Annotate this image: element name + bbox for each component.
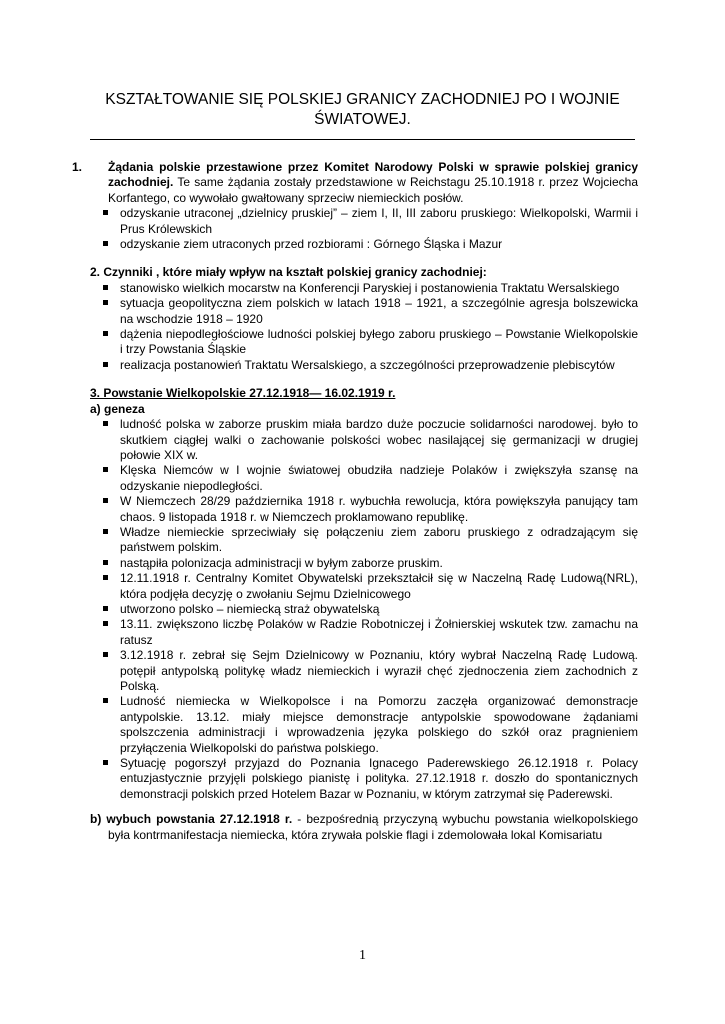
bullet-icon (103, 467, 108, 472)
list-item (90, 525, 638, 556)
bullet-icon (103, 560, 108, 565)
list-item (90, 648, 638, 694)
list-item-text: Klęska Niemców w I wojnie światowej obudziła nadzieje Polaków i zwiększyła szansę na odzyskanie niepodległości. (120, 463, 638, 493)
list-item-text: realizacja postanowień Traktatu Wersalskiego, a szczególności przeprowadzenie plebiscytów (120, 357, 615, 372)
list-item-text: utworzono polsko – niemiecką straż obywatelską (120, 601, 380, 616)
section-3-subheading-b (90, 812, 638, 843)
bullet-icon (103, 606, 108, 611)
list-item (90, 694, 638, 756)
document-title (90, 90, 635, 130)
list-item-text: ludność polska w zaborze pruskim miała bardzo duże poczucie solidarności narodowej. było to skutkiem ciągłej walki o zachowanie polskości wobec nasilającej się germanizacji w drugiej połowie XIX w. (120, 417, 638, 462)
bullet-icon (103, 760, 108, 765)
document-body (72, 160, 639, 843)
section-1-text: Te same żądania zostały przedstawione w Reichstagu 25.10.1918 r. przez Wojciecha Korfantego, co wywołało gwałtowany sprzeciw niemieckich posłów. (108, 175, 638, 205)
list-item (90, 571, 638, 602)
section-2-list (90, 281, 638, 373)
section-3-list (90, 417, 638, 802)
title-line-2: ŚWIATOWEJ. (314, 111, 411, 128)
list-item-text: sytuacja geopolityczna ziem polskich w latach 1918 – 1921, a szczególnie agresja bolszewicka na wschodzie 1918 – 1920 (120, 296, 638, 326)
list-item (90, 617, 638, 648)
section-1-number: 1. (72, 160, 83, 174)
list-item (90, 206, 638, 237)
bullet-icon (103, 300, 108, 305)
list-item-text: odzyskanie utraconej „dzielnicy pruskiej” – ziem I, II, III zaboru pruskiego: Wielkopolski, Warmii i Prus Królewskich (120, 206, 638, 236)
section-1-list (90, 206, 638, 252)
section-1-heading (72, 160, 638, 206)
list-item (90, 463, 638, 494)
list-item-text: W Niemczech 28/29 października 1918 r. wybuchła rewolucja, która powiększyła panujący tam chaos. 9 listopada 1918 r. w Niemczech proklamowano republikę. (120, 494, 638, 524)
bullet-icon (103, 652, 108, 657)
bullet-icon (103, 529, 108, 534)
list-item-text: Władze niemieckie sprzeciwiały się połączeniu ziem zaboru pruskiego z odradzającym się państwem polskim. (120, 524, 638, 555)
list-item-text: Sytuację pogorszył przyjazd do Poznania Ignacego Paderewskiego 26.12.1918 r. Polacy entuzjastycznie przyjęli polskiego pianistę i polityka. 27.12.1918 r. doszło do spontanicznych demonstracji polskich przed Hotelem Bazar w Poznaniu, w którym zatrzymał się Paderewski. (120, 756, 638, 801)
section-3-heading: 3. Powstanie Wielkopolskie 27.12.1918— 16.02.1919 r. (90, 386, 396, 401)
list-item-text: stanowisko wielkich mocarstw na Konferencji Paryskiej i postanowienia Traktatu Wersalskiego (120, 280, 620, 295)
section-1-title: Żądania polskie przestawione przez Komitet Narodowy Polski w sprawie polskiej granicy zachodniej. (108, 160, 638, 190)
list-item-text: nastąpiła polonizacja administracji w byłym zaborze pruskim. (120, 555, 443, 570)
list-item (90, 327, 638, 358)
title-line-1: KSZTAŁTOWANIE SIĘ POLSKIEJ GRANICY ZACHODNIEJ PO I WOJNIE (105, 91, 620, 108)
section-3-subheading-a: a) geneza (90, 401, 145, 416)
list-item (90, 237, 638, 252)
list-item-text: 13.11. zwiększono liczbę Polaków w Radzie Robotniczej i Żołnierskiej wskutek tzw. zamachu na ratusz (120, 617, 638, 647)
list-item (90, 358, 638, 373)
bullet-icon (103, 621, 108, 626)
list-item-text: 12.11.1918 r. Centralny Komitet Obywatelski przekształcił się w Naczelną Radę Ludową(NRL), która podjęła decyzję o zwołaniu Sejmu Dzielnicowego (120, 571, 638, 601)
bullet-icon (103, 241, 108, 246)
list-item (90, 281, 638, 296)
list-item-text: 3.12.1918 r. zebrał się Sejm Dzielnicowy w Poznaniu, który wybrał Naczelną Radę Ludową. potępił antypolską politykę władz niemieckich i wyraził chęć zjednoczenia ziem zachodnich z Polską. (120, 648, 638, 693)
bullet-icon (103, 210, 108, 215)
list-item (90, 417, 638, 463)
list-item (90, 494, 638, 525)
bullet-icon (103, 498, 108, 503)
title-underline (90, 139, 635, 140)
list-item (90, 756, 638, 802)
bullet-icon (103, 575, 108, 580)
subheading-b-title: b) wybuch powstania 27.12.1918 r. (90, 812, 293, 827)
bullet-icon (103, 285, 108, 290)
list-item (90, 296, 638, 327)
bullet-icon (103, 362, 108, 367)
bullet-icon (103, 421, 108, 426)
page-number: 1 (359, 948, 366, 963)
bullet-icon (103, 698, 108, 703)
list-item (90, 602, 638, 617)
bullet-icon (103, 331, 108, 336)
list-item (90, 556, 638, 571)
list-item-text: odzyskanie ziem utraconych przed rozbiorami : Górnego Śląska i Mazur (120, 237, 503, 252)
list-item-text: dążenia niepodległościowe ludności polskiej byłego zaboru pruskiego – Powstanie Wielkopolskie i trzy Powstania Śląskie (120, 327, 638, 357)
section-2-heading: 2. Czynniki , które miały wpływ na kształt polskiej granicy zachodniej: (90, 265, 487, 280)
subheading-b-text: - bezpośrednią przyczyną wybuchu powstania wielkopolskiego była kontrmanifestacja niemiecka, która zrywała polskie flagi i zdemolowała lokal Komisariatu (108, 812, 639, 842)
list-item-text: Ludność niemiecka w Wielkopolsce i na Pomorzu zaczęła organizować demonstracje antypolskie. 13.12. miały miejsce demonstracje antypolskie spowodowane żądaniami spolszczenia administracji i wprowadzenia języka polskiego do szkół oraz pragnieniem przyłączenia Wielkopolski do państwa polskiego. (120, 694, 638, 755)
